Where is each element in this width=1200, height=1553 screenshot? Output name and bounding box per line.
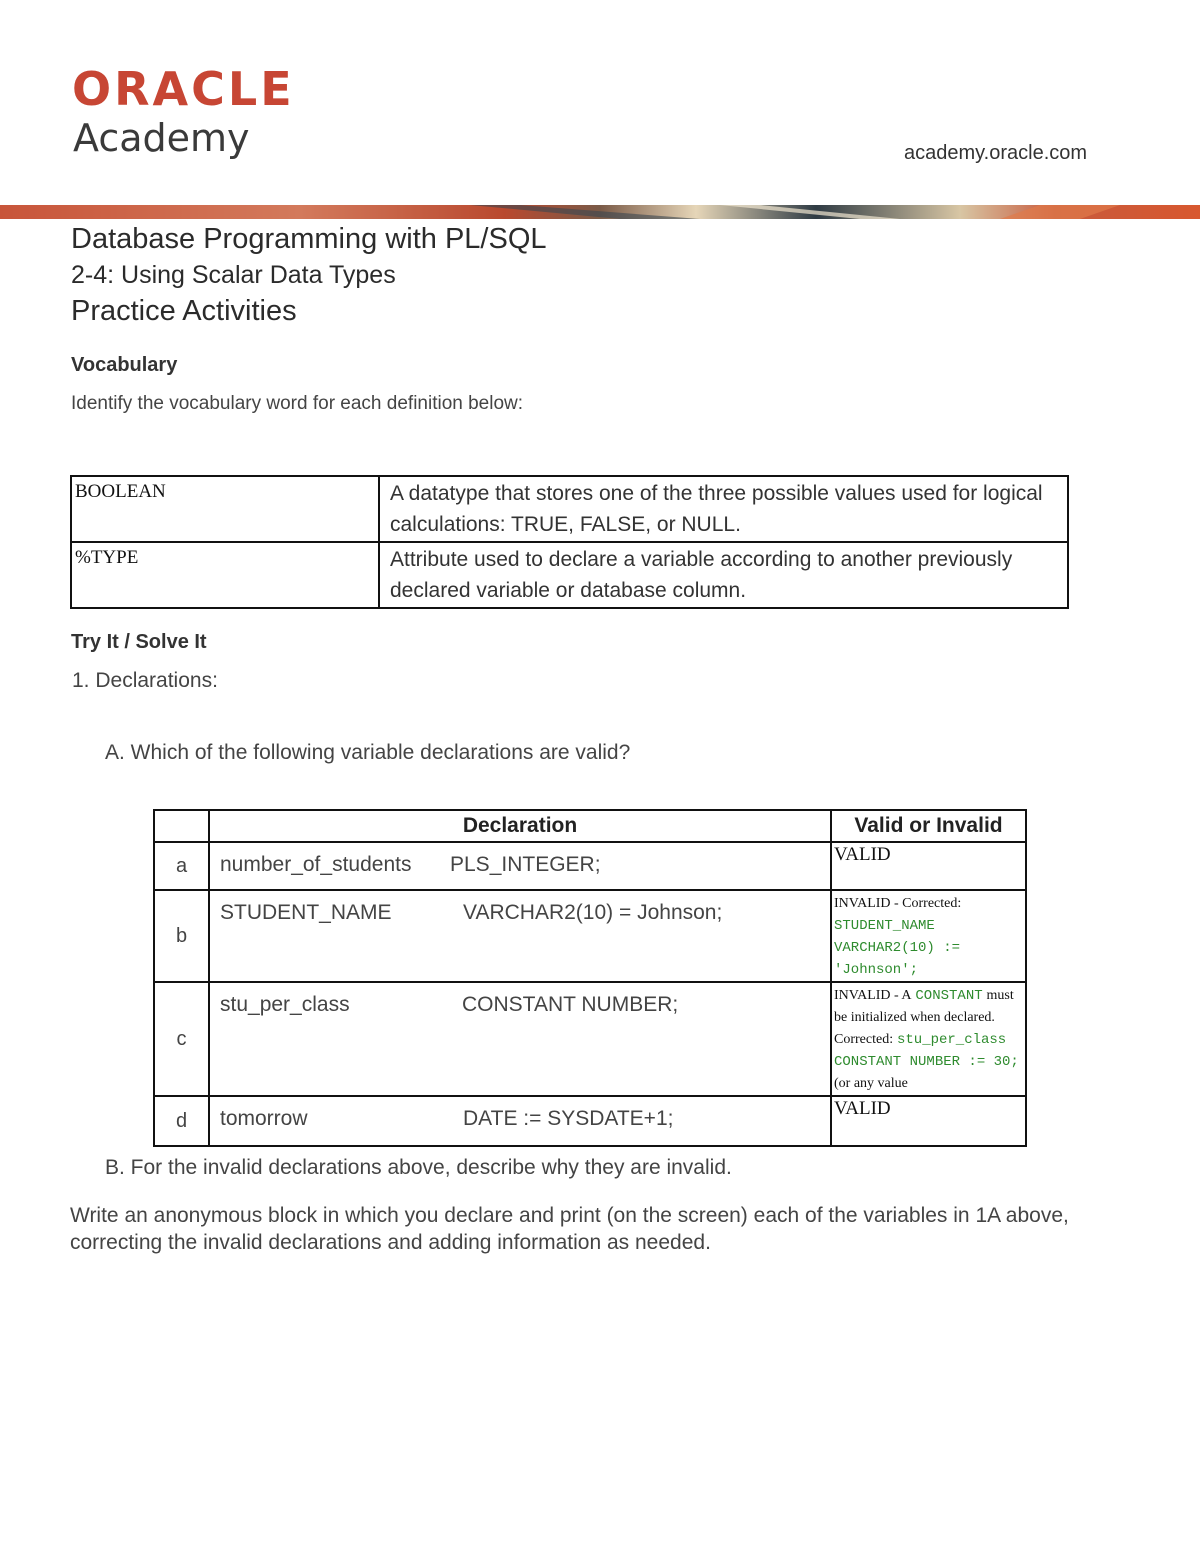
- answer-text: INVALID - A: [834, 988, 912, 1003]
- row-letter: b: [154, 890, 209, 982]
- declaration-cell: [209, 982, 831, 1096]
- table-row: [154, 1096, 1026, 1146]
- table-row: [71, 542, 1068, 608]
- variable-type: DATE := SYSDATE+1;: [463, 1107, 674, 1130]
- declaration-cell: [209, 890, 831, 982]
- try-it-heading: Try It / Solve It: [71, 631, 207, 653]
- vocab-definition: A datatype that stores one of the three possible values used for logical calculations: TRUE, FALSE, or NULL.: [379, 476, 1068, 542]
- question-1a: A. Which of the following variable declarations are valid?: [105, 741, 631, 764]
- answer-text: (or any value: [834, 1076, 908, 1091]
- variable-name: STUDENT_NAME: [220, 901, 392, 924]
- answer-code: STUDENT_NAME VARCHAR2(10) := 'Johnson';: [834, 918, 961, 978]
- table-row: [71, 476, 1068, 542]
- vocabulary-table: [70, 475, 1069, 609]
- vocab-definition: Attribute used to declare a variable according to another previously declared variable or database column.: [379, 542, 1068, 608]
- table-row: [154, 842, 1026, 890]
- question-1: 1. Declarations:: [72, 669, 218, 692]
- lesson-title: 2-4: Using Scalar Data Types: [71, 261, 396, 289]
- vocab-term: BOOLEAN: [71, 476, 379, 542]
- section-title: Practice Activities: [71, 295, 297, 327]
- course-title: Database Programming with PL/SQL: [71, 223, 547, 255]
- header-blank: [154, 810, 209, 842]
- answer-code: CONSTANT: [915, 988, 983, 1004]
- oracle-logo: ORACLE: [72, 62, 295, 116]
- vocab-term: %TYPE: [71, 542, 379, 608]
- variable-name: tomorrow: [220, 1107, 308, 1130]
- answer-cell: [831, 982, 1026, 1096]
- answer-cell: VALID: [831, 842, 1026, 890]
- answer-text: INVALID - Corrected:: [834, 896, 962, 911]
- declaration-cell: [209, 1096, 831, 1146]
- declarations-table: [153, 809, 1027, 1147]
- header-valid: Valid or Invalid: [831, 810, 1026, 842]
- answer-text: must be initialized when declared. Corrected:: [834, 988, 1014, 1047]
- variable-type: CONSTANT NUMBER;: [462, 993, 679, 1016]
- variable-name: number_of_students: [220, 853, 412, 876]
- question-1b: B. For the invalid declarations above, describe why they are invalid.: [105, 1156, 732, 1179]
- variable-type: PLS_INTEGER;: [450, 853, 601, 876]
- vocabulary-intro: Identify the vocabulary word for each definition below:: [71, 393, 524, 414]
- answer-code: stu_per_class CONSTANT NUMBER := 30;: [834, 1032, 1019, 1070]
- vocabulary-heading: Vocabulary: [71, 354, 178, 376]
- table-row: [154, 890, 1026, 982]
- row-letter: d: [154, 1096, 209, 1146]
- header-declaration: Declaration: [209, 810, 831, 842]
- answer-cell: VALID: [831, 1096, 1026, 1146]
- variable-name: stu_per_class: [220, 993, 350, 1016]
- answer-cell: [831, 890, 1026, 982]
- site-url: academy.oracle.com: [904, 142, 1088, 164]
- academy-logo-text: Academy: [73, 116, 250, 160]
- instruction-paragraph: Write an anonymous block in which you declare and print (on the screen) each of the variables in 1A above, correcting the invalid declarations and adding information as needed.: [70, 1204, 1069, 1254]
- table-header-row: [154, 810, 1026, 842]
- table-row: [154, 982, 1026, 1096]
- declaration-cell: [209, 842, 831, 890]
- decorative-banner: [0, 205, 1200, 219]
- variable-type: VARCHAR2(10) = Johnson;: [463, 901, 723, 924]
- row-letter: a: [154, 842, 209, 890]
- row-letter: c: [154, 982, 209, 1096]
